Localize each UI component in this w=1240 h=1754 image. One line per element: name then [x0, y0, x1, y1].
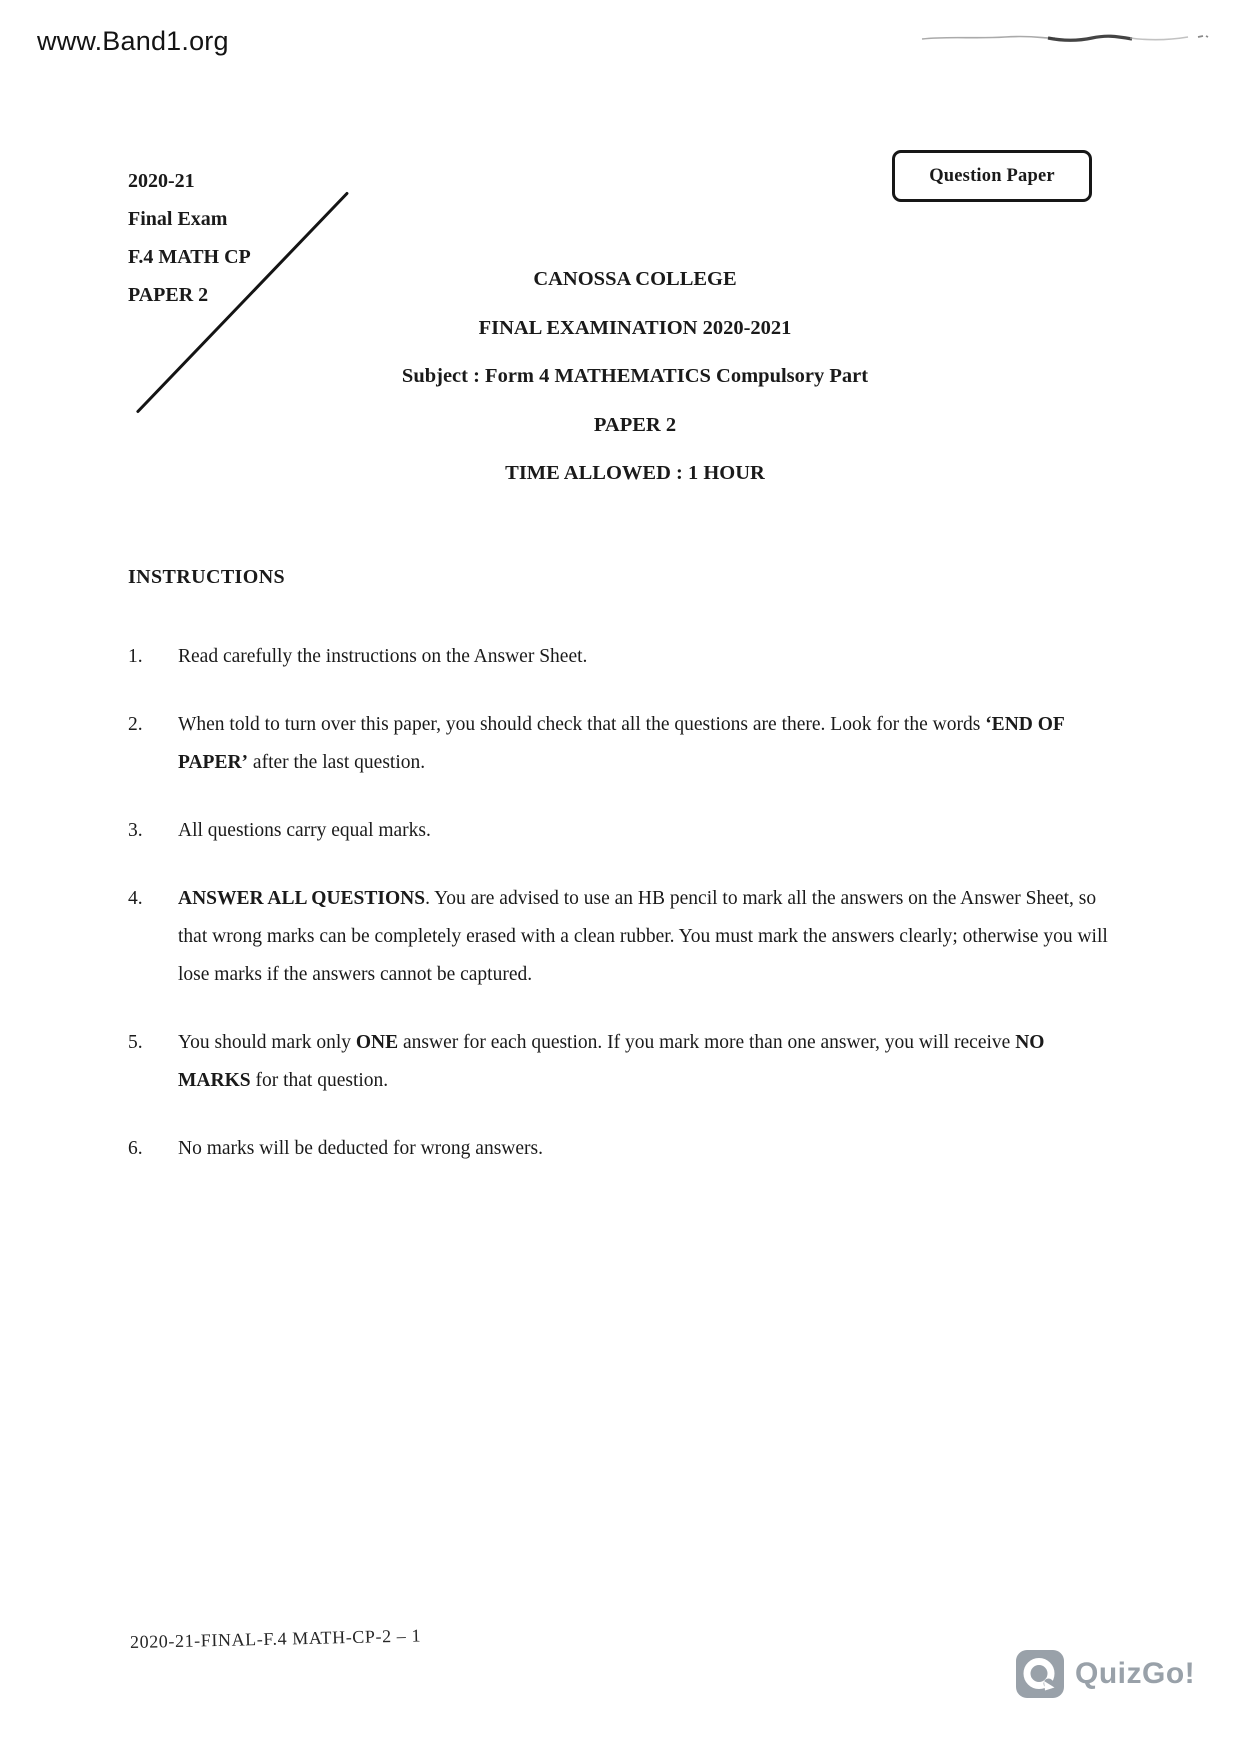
- instruction-segment: for that question.: [250, 1070, 389, 1091]
- instructions-list: [128, 638, 1123, 1198]
- instruction-segment: When told to turn over this paper, you should check that all the questions are there. Look for the words: [178, 714, 986, 735]
- instruction-segment: ‘END OF PAPER’: [178, 714, 1065, 773]
- instruction-number: 2.: [128, 714, 143, 735]
- instruction-text: [178, 1130, 1123, 1168]
- paper-number: PAPER 2: [593, 413, 677, 436]
- corner-line-paper: PAPER 2: [128, 284, 209, 306]
- corner-line-exam: Final Exam: [128, 208, 228, 230]
- question-paper-stamp: [892, 150, 1092, 202]
- instruction-segment: after the last question.: [248, 752, 426, 773]
- instruction-text: [178, 706, 1123, 782]
- instruction-number: 4.: [128, 888, 143, 909]
- instruction-item: [128, 638, 1123, 676]
- instruction-number: 1.: [128, 646, 143, 667]
- instruction-segment: ANSWER ALL QUESTIONS: [178, 888, 426, 909]
- school-name: CANOSSA COLLEGE: [533, 268, 737, 290]
- instruction-text: [178, 638, 1123, 676]
- instruction-text: [178, 1024, 1123, 1100]
- footer-page-code: 2020-21-FINAL-F.4 MATH-CP-2 – 1: [129, 1625, 422, 1652]
- instruction-segment: answer for each question. If you mark more than one answer, you will receive: [398, 1032, 1016, 1053]
- instruction-segment: No marks will be deducted for wrong answers.: [178, 1138, 543, 1159]
- instruction-number: 5.: [128, 1032, 143, 1053]
- instruction-segment: . You are advised to use an HB pencil to mark all the answers on the Answer Sheet, so that wrong marks can be completely erased with a clean rubber. You must mark the answers clearly; otherwise you will lose marks if the answers cannot be captured.: [178, 888, 1108, 985]
- instruction-text: [178, 880, 1123, 994]
- instruction-number: 6.: [128, 1138, 143, 1159]
- quizgo-icon: [1016, 1650, 1064, 1698]
- instruction-number: 3.: [128, 820, 143, 841]
- stamp-label: Question Paper: [929, 165, 1055, 186]
- subject-line: Subject : Form 4 MATHEMATICS Compulsory Part: [401, 365, 869, 387]
- instruction-item: [128, 1024, 1123, 1100]
- instruction-segment: You should mark only: [178, 1032, 356, 1053]
- corner-line-year: 2020-21: [128, 170, 195, 192]
- instruction-item: [128, 812, 1123, 850]
- title-block: [30, 266, 1240, 509]
- instructions-heading: INSTRUCTIONS: [128, 566, 286, 588]
- corner-line-subject: F.4 MATH CP: [128, 246, 251, 268]
- instruction-item: [128, 880, 1123, 994]
- quizgo-logo: [1016, 1650, 1195, 1698]
- watermark-url: www.Band1.org: [37, 26, 229, 56]
- scan-artifact-line: [920, 28, 1210, 48]
- instruction-item: [128, 706, 1123, 782]
- quizgo-logo-text: QuizGo!: [1075, 1657, 1196, 1690]
- instruction-segment: ONE: [355, 1032, 399, 1053]
- instruction-segment: All questions carry equal marks.: [178, 820, 431, 841]
- exam-title: FINAL EXAMINATION 2020-2021: [478, 316, 792, 339]
- instruction-item: [128, 1130, 1123, 1168]
- instruction-text: [178, 812, 1123, 850]
- instruction-segment: NO MARKS: [178, 1032, 1045, 1091]
- time-allowed: TIME ALLOWED : 1 HOUR: [505, 462, 765, 484]
- instruction-segment: Read carefully the instructions on the Answer Sheet.: [178, 646, 588, 667]
